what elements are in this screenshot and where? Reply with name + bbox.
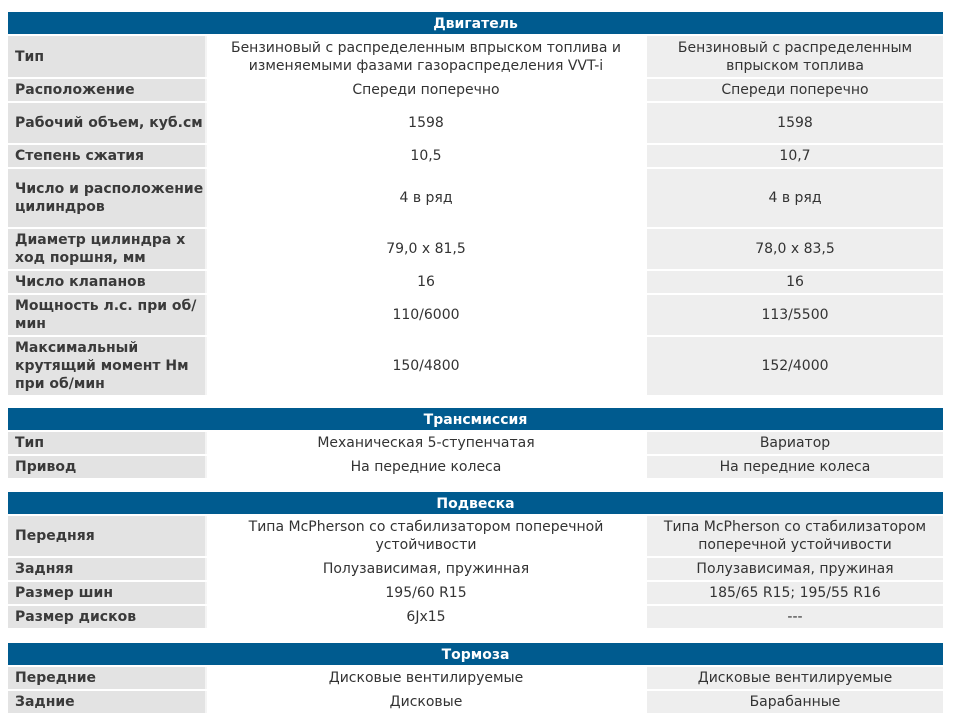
table-row xyxy=(8,516,943,556)
spec-table xyxy=(8,665,943,715)
row-label: Мощность л.с. при об/мин xyxy=(8,295,205,335)
row-label: Размер дисков xyxy=(8,606,205,628)
value-col-2: Типа McPherson со стабилизатором поперечной устойчивости xyxy=(645,516,943,556)
value-col-2: 1598 xyxy=(645,103,943,143)
table-row xyxy=(8,295,943,335)
value-col-1: 110/6000 xyxy=(205,295,645,335)
value-col-2: 78,0 х 83,5 xyxy=(645,229,943,269)
value-col-1: Дисковые xyxy=(205,691,645,713)
section-title: Тормоза xyxy=(8,643,943,665)
section-title: Подвеска xyxy=(8,492,943,514)
table-row xyxy=(8,558,943,580)
row-label: Размер шин xyxy=(8,582,205,604)
spec-table xyxy=(8,514,943,630)
table-row xyxy=(8,456,943,478)
value-col-1: 4 в ряд xyxy=(205,169,645,227)
row-label: Рабочий объем, куб.см xyxy=(8,103,205,143)
table-row xyxy=(8,667,943,689)
row-label: Передняя xyxy=(8,516,205,556)
table-row xyxy=(8,36,943,77)
value-col-2: 16 xyxy=(645,271,943,293)
value-col-2: 185/65 R15; 195/55 R16 xyxy=(645,582,943,604)
row-label: Максимальный крутящий момент Нм при об/мин xyxy=(8,337,205,395)
spec-table xyxy=(8,34,943,397)
value-col-1: На передние колеса xyxy=(205,456,645,478)
value-col-1: Спереди поперечно xyxy=(205,79,645,101)
value-col-1: Полузависимая, пружинная xyxy=(205,558,645,580)
section-engine xyxy=(8,12,943,397)
value-col-1: Бензиновый с распределенным впрыском топлива и изменяемыми фазами газораспределения VVT-i xyxy=(205,36,645,77)
value-col-1: Механическая 5-ступенчатая xyxy=(205,432,645,454)
value-col-2: Спереди поперечно xyxy=(645,79,943,101)
value-col-2: Бензиновый с распределенным впрыском топлива xyxy=(645,36,943,77)
value-col-1: Типа McPherson со стабилизатором поперечной устойчивости xyxy=(205,516,645,556)
value-col-2: 113/5500 xyxy=(645,295,943,335)
section-title: Трансмиссия xyxy=(8,408,943,430)
table-row xyxy=(8,271,943,293)
value-col-2: Барабанные xyxy=(645,691,943,713)
table-row xyxy=(8,432,943,454)
row-label: Расположение xyxy=(8,79,205,101)
table-row xyxy=(8,582,943,604)
table-row xyxy=(8,103,943,143)
value-col-2: На передние колеса xyxy=(645,456,943,478)
row-label: Передние xyxy=(8,667,205,689)
section-title: Двигатель xyxy=(8,12,943,34)
spec-table xyxy=(8,430,943,480)
row-label: Число и расположение цилиндров xyxy=(8,169,205,227)
value-col-2: 10,7 xyxy=(645,145,943,167)
table-row xyxy=(8,337,943,395)
section-suspension xyxy=(8,492,943,630)
table-row xyxy=(8,169,943,227)
row-label: Задние xyxy=(8,691,205,713)
row-label: Степень сжатия xyxy=(8,145,205,167)
table-row xyxy=(8,691,943,713)
row-label: Задняя xyxy=(8,558,205,580)
value-col-2: 4 в ряд xyxy=(645,169,943,227)
row-label: Тип xyxy=(8,432,205,454)
value-col-2: Полузависимая, пружиная xyxy=(645,558,943,580)
value-col-2: 152/4000 xyxy=(645,337,943,395)
value-col-1: 6Jx15 xyxy=(205,606,645,628)
value-col-1: 150/4800 xyxy=(205,337,645,395)
table-row xyxy=(8,79,943,101)
table-row xyxy=(8,229,943,269)
value-col-2: Дисковые вентилируемые xyxy=(645,667,943,689)
value-col-1: Дисковые вентилируемые xyxy=(205,667,645,689)
table-row xyxy=(8,145,943,167)
table-row xyxy=(8,606,943,628)
value-col-1: 1598 xyxy=(205,103,645,143)
value-col-1: 16 xyxy=(205,271,645,293)
value-col-1: 79,0 х 81,5 xyxy=(205,229,645,269)
row-label: Диаметр цилиндра х ход поршня, мм xyxy=(8,229,205,269)
value-col-2: --- xyxy=(645,606,943,628)
row-label: Привод xyxy=(8,456,205,478)
section-transmission xyxy=(8,408,943,480)
row-label: Число клапанов xyxy=(8,271,205,293)
value-col-1: 10,5 xyxy=(205,145,645,167)
value-col-1: 195/60 R15 xyxy=(205,582,645,604)
row-label: Тип xyxy=(8,36,205,77)
value-col-2: Вариатор xyxy=(645,432,943,454)
section-brakes xyxy=(8,643,943,715)
